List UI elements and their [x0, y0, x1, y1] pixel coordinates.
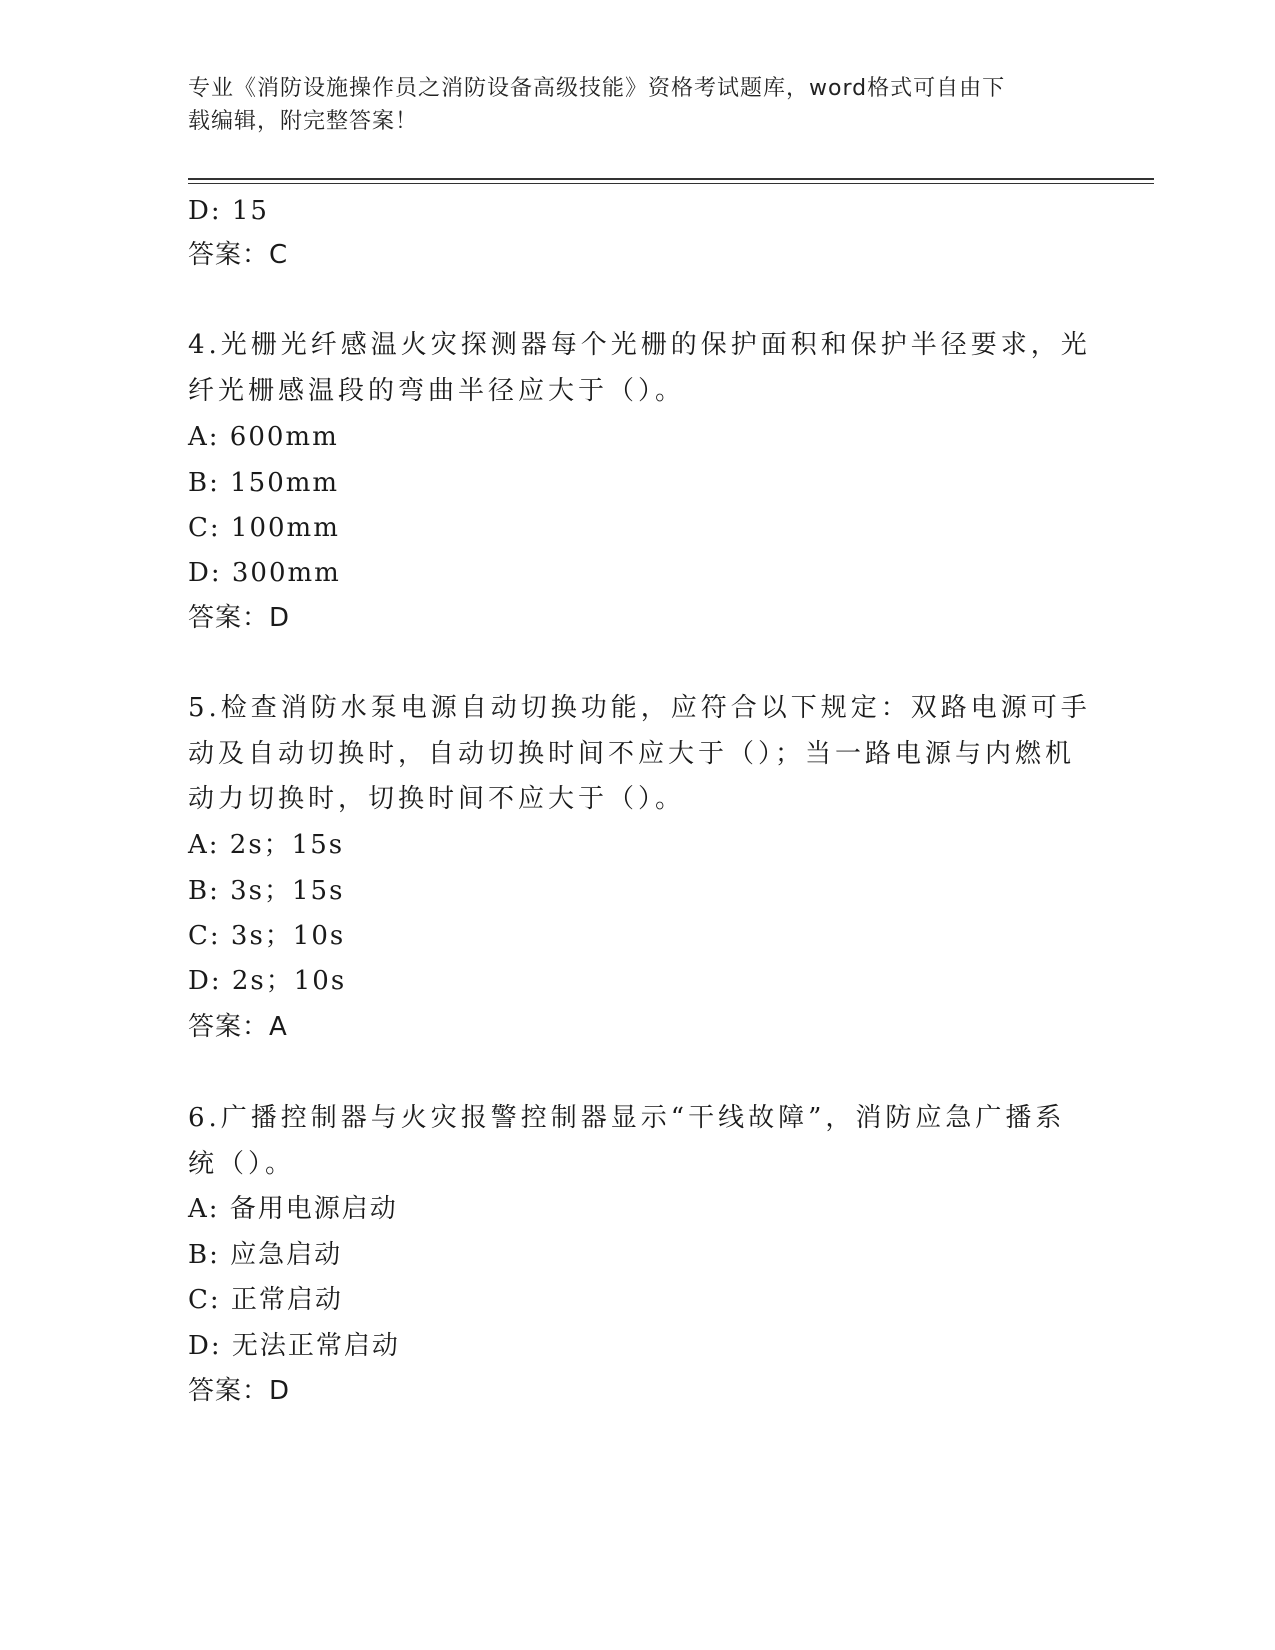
q6-option-c: C: 正常启动	[188, 1285, 343, 1315]
q4-option-b: B: 150mm	[188, 468, 340, 498]
q5-option-b: B: 3s；15s	[188, 876, 345, 906]
q6-stem-line-2: 统（）。	[188, 1149, 296, 1179]
q5-option-c: C: 3s；10s	[188, 921, 346, 951]
prev-option-d: D: 15	[188, 196, 269, 226]
q6-answer: 答案：D	[188, 1376, 291, 1406]
header-line-1: 专业《消防设施操作员之消防设备高级技能》资格考试题库，word格式可自由下	[188, 76, 1006, 101]
q4-option-a: A: 600mm	[188, 422, 339, 452]
q5-stem-line-2: 动及自动切换时，自动切换时间不应大于（）；当一路电源与内燃机	[188, 739, 1076, 769]
header-rule-thick	[188, 178, 1154, 180]
prev-answer: 答案：C	[188, 240, 289, 270]
q5-option-d: D: 2s；10s	[188, 966, 347, 996]
q5-stem-line-1: 5.检查消防水泵电源自动切换功能，应符合以下规定：双路电源可手	[188, 693, 1091, 723]
q4-answer: 答案：D	[188, 603, 291, 633]
q5-stem-line-3: 动力切换时，切换时间不应大于（）。	[188, 784, 686, 814]
q4-stem-line-1: 4.光栅光纤感温火灾探测器每个光栅的保护面积和保护半径要求，光	[188, 330, 1091, 360]
q6-option-a: A: 备用电源启动	[188, 1194, 398, 1224]
q4-stem-line-2: 纤光栅感温段的弯曲半径应大于（）。	[188, 376, 686, 406]
header-line-2: 载编辑，附完整答案！	[188, 109, 419, 134]
q4-option-c: C: 100mm	[188, 513, 340, 543]
q4-option-d: D: 300mm	[188, 558, 341, 588]
header-rule-thin	[188, 183, 1154, 184]
q6-stem-line-1: 6.广播控制器与火灾报警控制器显示“干线故障”，消防应急广播系	[188, 1103, 1066, 1133]
header-text	[188, 72, 1088, 138]
q5-answer: 答案：A	[188, 1012, 288, 1042]
q6-option-b: B: 应急启动	[188, 1240, 343, 1270]
q5-option-a: A: 2s；15s	[188, 830, 345, 860]
q6-option-d: D: 无法正常启动	[188, 1331, 400, 1361]
